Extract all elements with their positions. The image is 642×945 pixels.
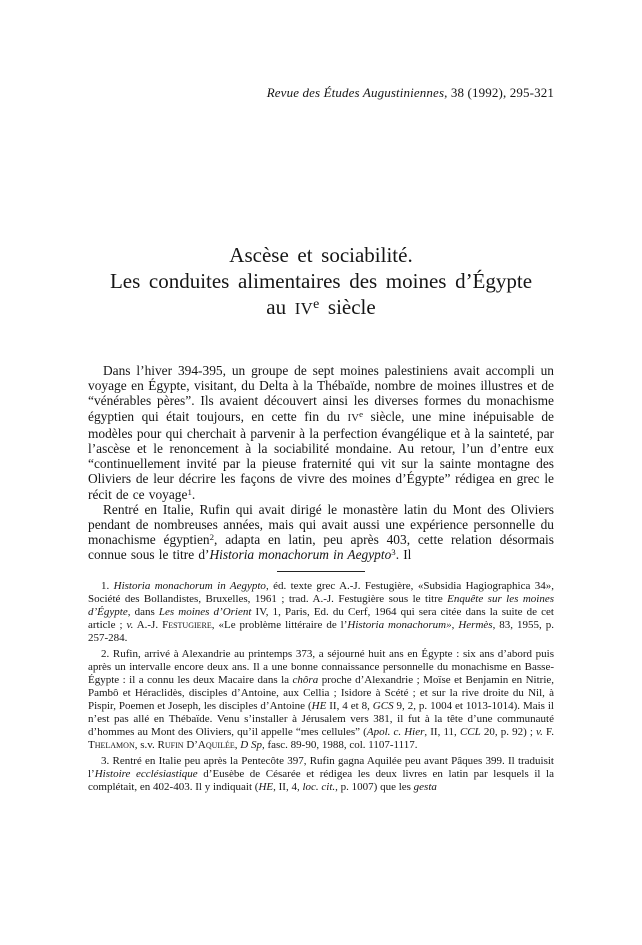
article-title	[88, 242, 554, 322]
footnote-1: 1. Historia monachorum in Aegypto, éd. texte grec A.-J. Festugière, «Subsidia Hagiographica 34», Société des Bollandistes, Bruxelles, 1961 ; trad. A.-J. Festugière sous le titre Enquête sur les moines d’Égypte, dans Les moines d’Orient IV, 1, Paris, Ed. du Cerf, 1964 qui sera citée dans la suite de cet article ; v. A.-J. Festugiere, «Le problème littéraire de l’Historia monachorum», Hermès, 83, 1955, p. 257-284.	[88, 579, 555, 644]
page-content	[88, 0, 554, 797]
footnotes-section	[88, 580, 554, 794]
footnote-separator	[277, 571, 365, 572]
body-paragraph-2: Rentré en Italie, Rufin qui avait dirigé le monastère latin du Mont des Oliviers pendant de nombreuses années, mais qui avait aussi une expérience personnelle du monachisme égyptien$^2$, adapta en latin, peu après 403, cette relation désormais connue sous le titre d’Historia monachorum in Aegypto$^3$. Il	[88, 501, 554, 563]
title-line-3: au IVe siècle	[266, 295, 376, 319]
body-paragraph-1: Dans l’hiver 394-395, un groupe de sept moines palestiniens avait accompli un voyage en Égypte, visitant, du Delta à la Thébaïde, nombre de moines illustres et de “vénérables pères”. Ils avaient découvert ainsi les diverses formes du monachisme égyptien qui était toujours, en cette fin du IVe siècle, une mine inépuisable de modèles pour qui cherchait à parvenir à la perfection évangélique et à la sainteté, par l’ascèse et le renoncement à la sociabilité mondaine. Au retour, l’un d’entre eux “continuellement invité par la pieuse fraternité qui vit sur la sainte montagne des Oliviers de leur décrire les façons de vivre des moines d’Égypte” rédigea en grec le récit de ce voyage$^1$.	[88, 363, 554, 502]
title-line-1: Ascèse et sociabilité.	[229, 243, 413, 267]
footnote-3: 3. Rentré en Italie peu après la Pentecôte 397, Rufin gagna Aquilée peu avant Pâques 399. Il traduisit l’Histoire ecclésiastique d’Eusèbe de Césarée et rédigea les deux livres en latin par lesquels il la complétait, en 402-403. Il y indiquait (HE, II, 4, loc. cit., p. 1007) que les gesta	[88, 754, 554, 793]
footnote-2: 2. Rufin, arrivé à Alexandrie au printemps 373, a séjourné huit ans en Égypte : six ans d’abord puis après un intervalle encore deux ans. Il a une bonne connaissance personnelle du monachisme en Basse-Égypte : il a connu les deux Macaire dans la chôra proche d’Alexandrie ; Moïse et Benjamin en Nitrie, Pambô et Héraclidès, disciples d’Antoine, aux Cellia ; Isidore à Scété ; et sur la rive droite du Nil, à Pispir, Poemen et Joseph, les disciples d’Antoine (HE II, 4 et 8, GCS 9, 2, p. 1004 et 1013-1014). Mais il n’est pas allé en Thébaïde. Venu s’installer à Jérusalem vers 381, il fut à la tête d’une communauté d’hommes au Mont des Oliviers, qu’il appelle “mes cellules” (Apol. c. Hier, II, 11, CCL 20, p. 92) ; v. F. Thelamon, s.v. Rufin D’Aquilée, D Sp, fasc. 89-90, 1988, col. 1107-1117.	[88, 647, 555, 751]
title-line-2: Les conduites alimentaires des moines d’Égypte	[109, 269, 533, 293]
article-body	[88, 363, 554, 563]
running-head: Revue des Études Augustiniennes, 38 (1992), 295-321	[266, 85, 554, 100]
